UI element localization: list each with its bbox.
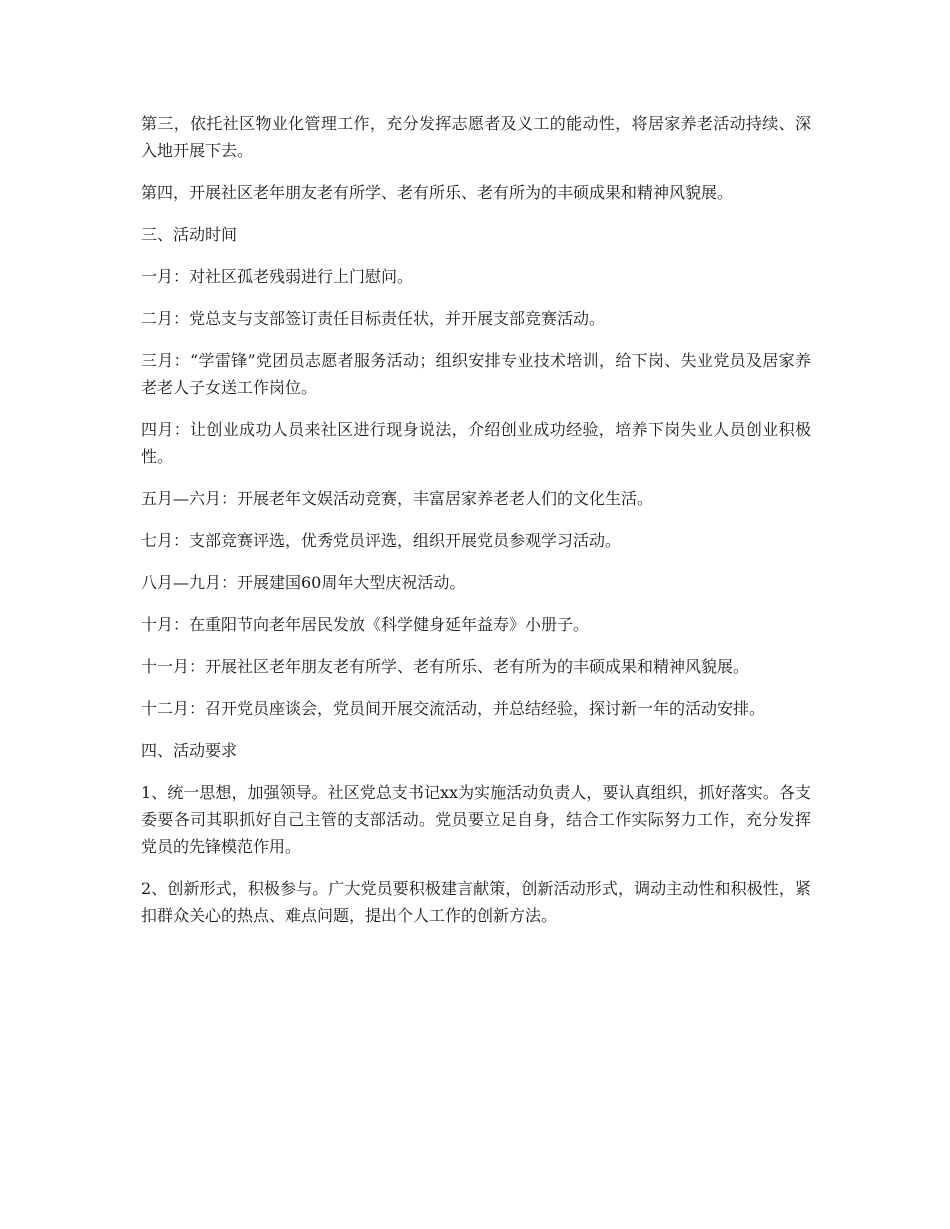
paragraph-elderly-exhibition: 第四，开展社区老年朋友老有所学、老有所乐、老有所为的丰硕成果和精神风貌展。 [141, 183, 734, 202]
schedule-item-february: 二月：党总支与支部签订责任目标责任状，并开展支部竞赛活动。 [141, 309, 606, 328]
section-heading-activity-time: 三、活动时间 [141, 225, 238, 244]
schedule-item-january: 一月：对社区孤老残弱进行上门慰问。 [141, 267, 414, 286]
requirement-item-2: 2、创新形式，积极参与。广大党员要积极建言献策，创新活动形式，调动主动性和积极性，紧扣群众关心的热点、难点问题，提出个人工作的创新方法。 [141, 879, 811, 925]
schedule-item-july: 七月：支部竞赛评选，优秀党员评选，组织开展党员参观学习活动。 [141, 531, 622, 550]
section-heading-activity-requirements: 四、活动要求 [141, 741, 238, 760]
schedule-item-august-september: 八月—九月：开展建国60周年大型庆祝活动。 [141, 573, 466, 592]
schedule-item-december: 十二月：召开党员座谈会，党员间开展交流活动，并总结经验，探讨新一年的活动安排。 [141, 699, 766, 718]
schedule-item-april: 四月：让创业成功人员来社区进行现身说法，介绍创业成功经验，培养下岗失业人员创业积极性。 [141, 420, 811, 466]
document-body [141, 110, 811, 944]
schedule-item-november: 十一月：开展社区老年朋友老有所学、老有所乐、老有所为的丰硕成果和精神风貌展。 [141, 657, 750, 676]
paragraph-volunteer-work: 第三，依托社区物业化管理工作，充分发挥志愿者及义工的能动性，将居家养老活动持续、深入地开展下去。 [141, 114, 811, 160]
schedule-item-october: 十月：在重阳节向老年居民发放《科学健身延年益寿》小册子。 [141, 615, 590, 634]
schedule-item-may-june: 五月—六月：开展老年文娱活动竞赛，丰富居家养老老人们的文化生活。 [141, 489, 654, 508]
requirement-item-1: 1、统一思想，加强领导。社区党总支书记xx为实施活动负责人，要认真组织，抓好落实。各支委要各司其职抓好自己主管的支部活动。党员要立足自身，结合工作实际努力工作，充分发挥党员的先锋模范作用。 [141, 783, 811, 856]
schedule-item-march: 三月：“学雷锋”党团员志愿者服务活动；组织安排专业技术培训，给下岗、失业党员及居家养老老人子女送工作岗位。 [141, 351, 811, 397]
